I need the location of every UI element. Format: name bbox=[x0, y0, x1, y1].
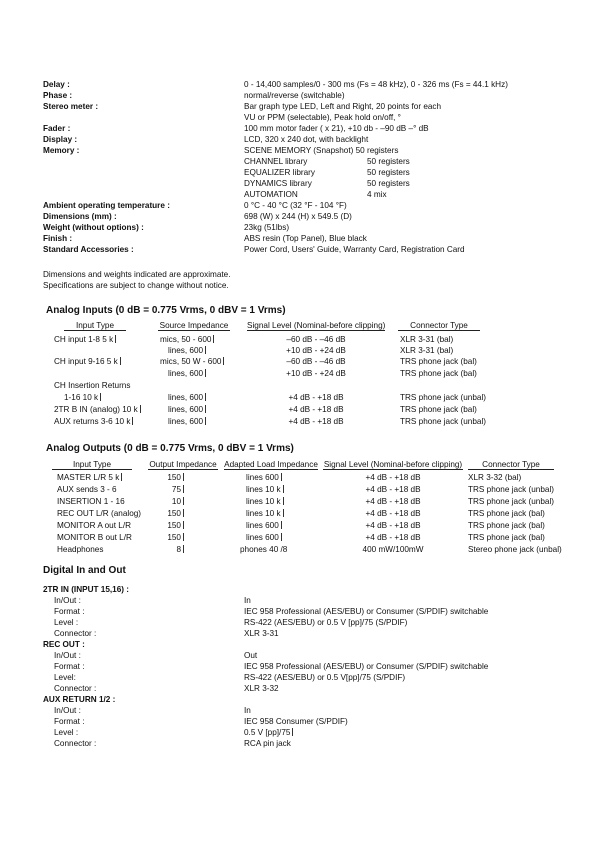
table-cell: TRS phone jack (bal) bbox=[468, 521, 545, 530]
spec-value: LCD, 320 x 240 dot, with backlight bbox=[244, 135, 369, 144]
table-cell: 150 bbox=[148, 520, 186, 531]
group-name: 2TR IN (INPUT 15,16) : bbox=[43, 585, 129, 594]
item-label: Level : bbox=[54, 728, 79, 737]
table-cell: lines 600 bbox=[246, 520, 284, 531]
table-cell: CH input 9-16 5 k bbox=[54, 356, 123, 367]
spec-label: Phase : bbox=[43, 91, 73, 100]
table-cell: lines, 600 bbox=[168, 416, 208, 427]
table-cell: 150 bbox=[148, 532, 186, 543]
table-cell: 1-16 10 k bbox=[64, 392, 103, 403]
memory-value: 50 registers bbox=[367, 179, 410, 188]
table-cell: +4 dB - +18 dB bbox=[365, 509, 421, 518]
spec-value: SCENE MEMORY (Snapshot) 50 registers bbox=[244, 146, 399, 155]
item-value: In bbox=[244, 596, 251, 605]
spec-label: Delay : bbox=[43, 80, 70, 89]
item-value: IEC 958 Professional (AES/EBU) or Consumer (S/PDIF) switchable bbox=[244, 607, 489, 616]
table-cell: –60 dB - –46 dB bbox=[286, 335, 346, 344]
item-label: In/Out : bbox=[54, 596, 81, 605]
table-cell: 2TR B IN (analog) 10 k bbox=[54, 404, 143, 415]
table-cell: CH input 1-8 5 k bbox=[54, 334, 118, 345]
table-cell: AUX returns 3-6 10 k bbox=[54, 416, 135, 427]
table-cell: INSERTION 1 - 16 bbox=[57, 497, 125, 506]
memory-item: CHANNEL library bbox=[244, 157, 308, 166]
table-cell: 400 mW/100mW bbox=[362, 545, 424, 554]
table-cell: 75 bbox=[148, 484, 186, 495]
column-header: Signal Level (Nominal-before clipping) bbox=[247, 321, 386, 330]
item-value: IEC 958 Professional (AES/EBU) or Consumer (S/PDIF) switchable bbox=[244, 662, 489, 671]
table-cell: +10 dB - +24 dB bbox=[286, 346, 346, 355]
table-cell: lines 10 k bbox=[246, 508, 286, 519]
column-header: Input Type bbox=[52, 460, 132, 470]
item-value: RS-422 (AES/EBU) or 0.5 V [pp]/75 (S/PDIF) bbox=[244, 618, 408, 627]
table-cell: lines 10 k bbox=[246, 484, 286, 495]
group-name: AUX RETURN 1/2 : bbox=[43, 695, 116, 704]
table-cell: lines, 600 bbox=[168, 404, 208, 415]
table-cell: lines 600 bbox=[246, 472, 284, 483]
spec-value: 698 (W) x 244 (H) x 549.5 (D) bbox=[244, 212, 352, 221]
spec-label: Dimensions (mm) : bbox=[43, 212, 117, 221]
spec-value: ABS resin (Top Panel), Blue black bbox=[244, 234, 367, 243]
table-cell: +4 dB - +18 dB bbox=[365, 473, 421, 482]
table-cell: MONITOR B out L/R bbox=[57, 533, 132, 542]
table-cell: XLR 3-31 (bal) bbox=[400, 346, 454, 355]
item-value: Out bbox=[244, 651, 258, 660]
table-cell: +4 dB - +18 dB bbox=[288, 393, 344, 402]
spec-value: 23kg (51lbs) bbox=[244, 223, 290, 232]
table-cell: lines, 600 bbox=[168, 392, 208, 403]
table-cell: 150 bbox=[148, 508, 186, 519]
table-cell: 150 bbox=[148, 472, 186, 483]
table-cell: XLR 3-32 (bal) bbox=[468, 473, 522, 482]
table-cell: XLR 3-31 (bal) bbox=[400, 335, 454, 344]
spec-value: 100 mm motor fader ( x 21), +10 db - –90 dB –° dB bbox=[244, 124, 429, 133]
memory-item: DYNAMICS library bbox=[244, 179, 312, 188]
item-value: RS-422 (AES/EBU) or 0.5 V[pp]/75 (S/PDIF) bbox=[244, 673, 406, 682]
column-header: Adapted Load Impedance bbox=[224, 460, 318, 469]
item-label: In/Out : bbox=[54, 706, 81, 715]
table-cell: +4 dB - +18 dB bbox=[288, 405, 344, 414]
spec-value: 0 °C - 40 °C (32 °F - 104 °F) bbox=[244, 201, 347, 210]
spec-label: Ambient operating temperature : bbox=[43, 201, 170, 210]
item-value: 0.5 V [pp]/75 bbox=[244, 728, 295, 738]
table-cell: +4 dB - +18 dB bbox=[365, 521, 421, 530]
table-cell: mics, 50 W - 600 bbox=[160, 356, 226, 367]
table-cell: Headphones bbox=[57, 545, 104, 554]
spec-label: Memory : bbox=[43, 146, 80, 155]
note: Dimensions and weights indicated are approximate. bbox=[43, 270, 231, 279]
table-cell: lines, 600 bbox=[168, 368, 208, 379]
item-label: Connector : bbox=[54, 739, 97, 748]
table-cell: TRS phone jack (unbal) bbox=[468, 497, 555, 506]
item-label: Format : bbox=[54, 662, 85, 671]
item-label: Level : bbox=[54, 618, 79, 627]
table-cell: +4 dB - +18 dB bbox=[365, 533, 421, 542]
item-label: Connector : bbox=[54, 684, 97, 693]
table-cell: Stereo phone jack (unbal) bbox=[468, 545, 562, 554]
table-cell: +4 dB - +18 dB bbox=[365, 485, 421, 494]
table-cell: TRS phone jack (bal) bbox=[400, 357, 477, 366]
spec-value: Power Cord, Users' Guide, Warranty Card, Registration Card bbox=[244, 245, 465, 254]
analog-outputs-title: Analog Outputs (0 dB = 0.775 Vrms, 0 dBV = 1 Vrms) bbox=[46, 443, 294, 454]
item-label: Format : bbox=[54, 607, 85, 616]
table-cell: CH Insertion Returns bbox=[54, 381, 131, 390]
item-value: XLR 3-32 bbox=[244, 684, 279, 693]
digital-title: Digital In and Out bbox=[43, 565, 126, 576]
column-header: Output Impedance bbox=[149, 460, 217, 469]
memory-item: EQUALIZER library bbox=[244, 168, 315, 177]
table-cell: REC OUT L/R (analog) bbox=[57, 509, 142, 518]
item-label: Format : bbox=[54, 717, 85, 726]
table-cell: lines 10 k bbox=[246, 496, 286, 507]
table-cell: +4 dB - +18 dB bbox=[365, 497, 421, 506]
analog-inputs-title: Analog Inputs (0 dB = 0.775 Vrms, 0 dBV = 1 Vrms) bbox=[46, 305, 286, 316]
table-cell: lines 600 bbox=[246, 532, 284, 543]
table-cell: +10 dB - +24 dB bbox=[286, 369, 346, 378]
table-cell: 8 bbox=[148, 544, 186, 555]
item-value: In bbox=[244, 706, 251, 715]
column-header: Connector Type bbox=[398, 321, 480, 331]
table-cell: mics, 50 - 600 bbox=[160, 334, 216, 345]
group-name: REC OUT : bbox=[43, 640, 85, 649]
table-cell: –60 dB - –46 dB bbox=[286, 357, 346, 366]
item-label: Level: bbox=[54, 673, 76, 682]
spec-label: Display : bbox=[43, 135, 78, 144]
item-value: RCA pin jack bbox=[244, 739, 291, 748]
table-cell: TRS phone jack (bal) bbox=[400, 369, 477, 378]
note: Specifications are subject to change without notice. bbox=[43, 281, 229, 290]
table-cell: MASTER L/R 5 k bbox=[57, 472, 124, 483]
table-cell: TRS phone jack (bal) bbox=[468, 533, 545, 542]
memory-value: 50 registers bbox=[367, 168, 410, 177]
memory-item: AUTOMATION bbox=[244, 190, 298, 199]
item-label: In/Out : bbox=[54, 651, 81, 660]
spec-value: normal/reverse (switchable) bbox=[244, 91, 345, 100]
item-value: IEC 958 Consumer (S/PDIF) bbox=[244, 717, 348, 726]
memory-value: 50 registers bbox=[367, 157, 410, 166]
table-cell: AUX sends 3 - 6 bbox=[57, 485, 117, 494]
column-header: Input Type bbox=[64, 321, 126, 331]
spec-label: Weight (without options) : bbox=[43, 223, 144, 232]
table-cell: 10 bbox=[148, 496, 186, 507]
table-cell: TRS phone jack (unbal) bbox=[400, 417, 487, 426]
column-header: Signal Level (Nominal-before clipping) bbox=[323, 460, 463, 469]
table-cell: TRS phone jack (bal) bbox=[468, 509, 545, 518]
spec-value: 0 - 14,400 samples/0 - 300 ms (Fs = 48 kHz), 0 - 326 ms (Fs = 44.1 kHz) bbox=[244, 80, 508, 89]
table-cell: lines, 600 bbox=[168, 345, 208, 356]
memory-value: 4 mix bbox=[367, 190, 387, 199]
item-value: XLR 3-31 bbox=[244, 629, 279, 638]
spec-label: Fader : bbox=[43, 124, 71, 133]
column-header: Connector Type bbox=[468, 460, 554, 470]
spec-value: Bar graph type LED, Left and Right, 20 points for each bbox=[244, 102, 442, 111]
table-cell: +4 dB - +18 dB bbox=[288, 417, 344, 426]
table-cell: TRS phone jack (unbal) bbox=[468, 485, 555, 494]
spec-label: Finish : bbox=[43, 234, 73, 243]
item-label: Connector : bbox=[54, 629, 97, 638]
column-header: Source Impedance bbox=[159, 321, 229, 330]
spec-label: Stereo meter : bbox=[43, 102, 99, 111]
table-cell: phones 40 /8 bbox=[240, 545, 288, 554]
table-cell: TRS phone jack (bal) bbox=[400, 405, 477, 414]
spec-label: Standard Accessories : bbox=[43, 245, 134, 254]
table-cell: MONITOR A out L/R bbox=[57, 521, 132, 530]
table-cell: TRS phone jack (unbal) bbox=[400, 393, 487, 402]
spec-value: VU or PPM (selectable), Peak hold on/off, ° bbox=[244, 113, 401, 122]
